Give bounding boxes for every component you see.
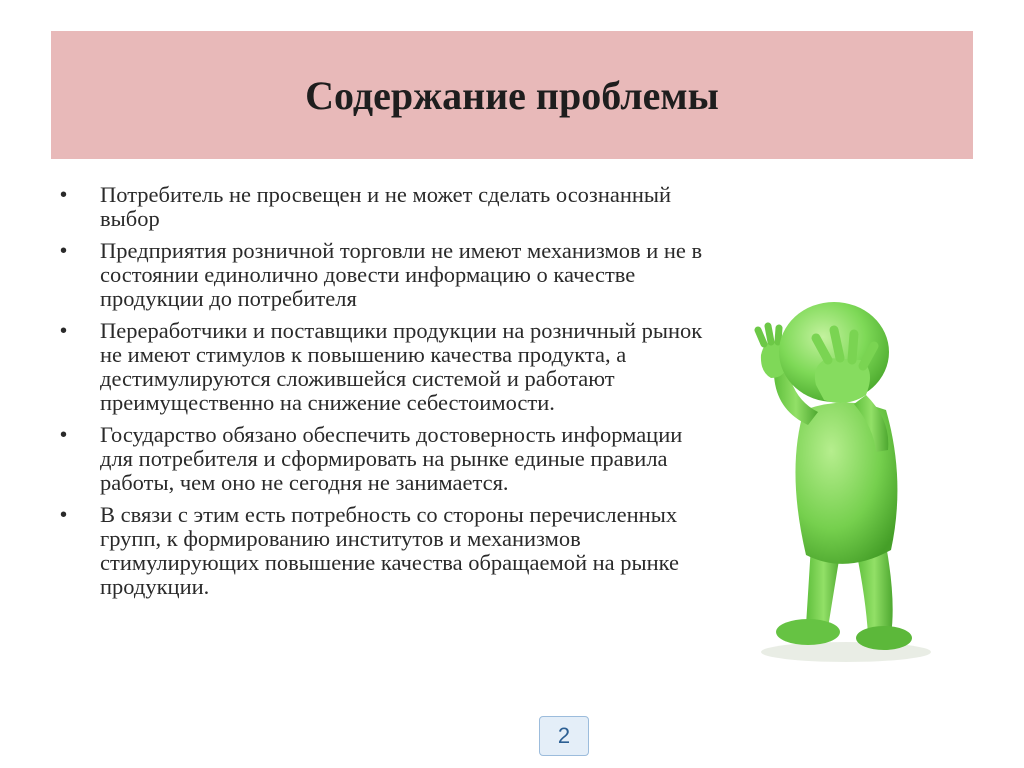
page-number-badge: 2 bbox=[539, 716, 589, 756]
list-item bbox=[60, 319, 720, 415]
list-item bbox=[60, 183, 720, 231]
list-item bbox=[60, 423, 720, 495]
title-band bbox=[51, 31, 973, 159]
bullet-list bbox=[60, 183, 720, 607]
bullet-icon: • bbox=[60, 240, 68, 262]
bullet-icon: • bbox=[60, 320, 68, 342]
list-item bbox=[60, 239, 720, 311]
bullet-text: Государство обязано обеспечить достоверность информации для потребителя и сформировать на рынке единые правила работы, чем оно не сегодня не занимается. bbox=[100, 422, 683, 495]
bullet-icon: • bbox=[60, 504, 68, 526]
bullet-text: Предприятия розничной торговли не имеют механизмов и не в состоянии единолично довести информацию о качестве продукции до потребителя bbox=[100, 238, 703, 311]
bullet-text: Переработчики и поставщики продукции на розничный рынок не имеют стимулов к повышению качества продукта, а дестимулируются сложившейся системой и работают преимущественно на снижение себестоимости. bbox=[100, 318, 703, 415]
bullet-icon: • bbox=[60, 424, 68, 446]
list-item bbox=[60, 503, 720, 599]
confused-green-figure-icon bbox=[716, 300, 986, 680]
bullet-icon: • bbox=[60, 184, 68, 206]
bullet-text: Потребитель не просвещен и не может сделать осознанный выбор bbox=[100, 182, 672, 231]
page-title: Содержание проблемы bbox=[305, 72, 719, 118]
bullet-text: В связи с этим есть потребность со стороны перечисленных групп, к формированию институтов и механизмов стимулирующих повышение качества обращаемой на рынке продукции. bbox=[100, 502, 680, 599]
